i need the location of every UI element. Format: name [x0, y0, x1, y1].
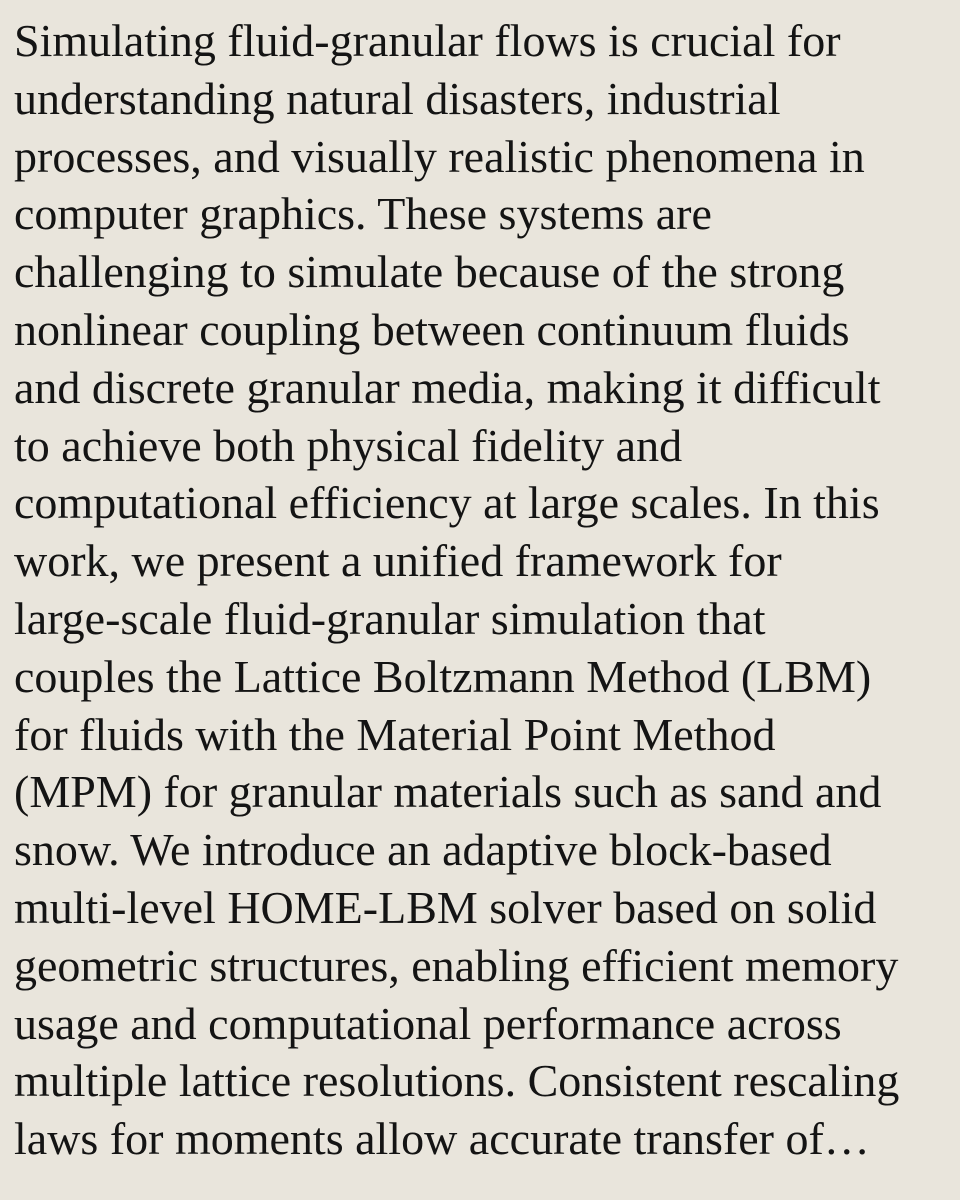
text-line: challenging to simulate because of the strong [14, 246, 845, 298]
text-line: multiple lattice resolutions. Consistent rescaling [14, 1055, 900, 1107]
text-line: and discrete granular media, making it difficult [14, 361, 881, 413]
text-line: processes, and visually realistic phenomena in [14, 130, 865, 182]
text-line: large-scale fluid-granular simulation that [14, 592, 766, 644]
text-line: understanding natural disasters, industrial [14, 72, 781, 124]
text-line: usage and computational performance across [14, 997, 842, 1049]
text-line: computational efficiency at large scales. In this [14, 477, 880, 529]
text-line: work, we present a unified framework for [14, 535, 782, 587]
text-line: laws for moments allow accurate transfer of… [14, 1113, 870, 1165]
text-line: to achieve both physical fidelity and [14, 419, 683, 471]
text-line: nonlinear coupling between continuum fluids [14, 303, 850, 355]
text-line: computer graphics. These systems are [14, 188, 712, 240]
text-line: couples the Lattice Boltzmann Method (LBM) [14, 650, 872, 702]
text-line: multi-level HOME-LBM solver based on solid [14, 881, 877, 933]
abstract-paragraph [14, 12, 954, 1168]
text-line: snow. We introduce an adaptive block-based [14, 824, 832, 876]
text-line: geometric structures, enabling efficient memory [14, 939, 899, 991]
text-line: for fluids with the Material Point Method [14, 708, 776, 760]
text-line: Simulating fluid-granular flows is crucial for [14, 15, 841, 66]
text-line: (MPM) for granular materials such as sand and [14, 766, 882, 818]
